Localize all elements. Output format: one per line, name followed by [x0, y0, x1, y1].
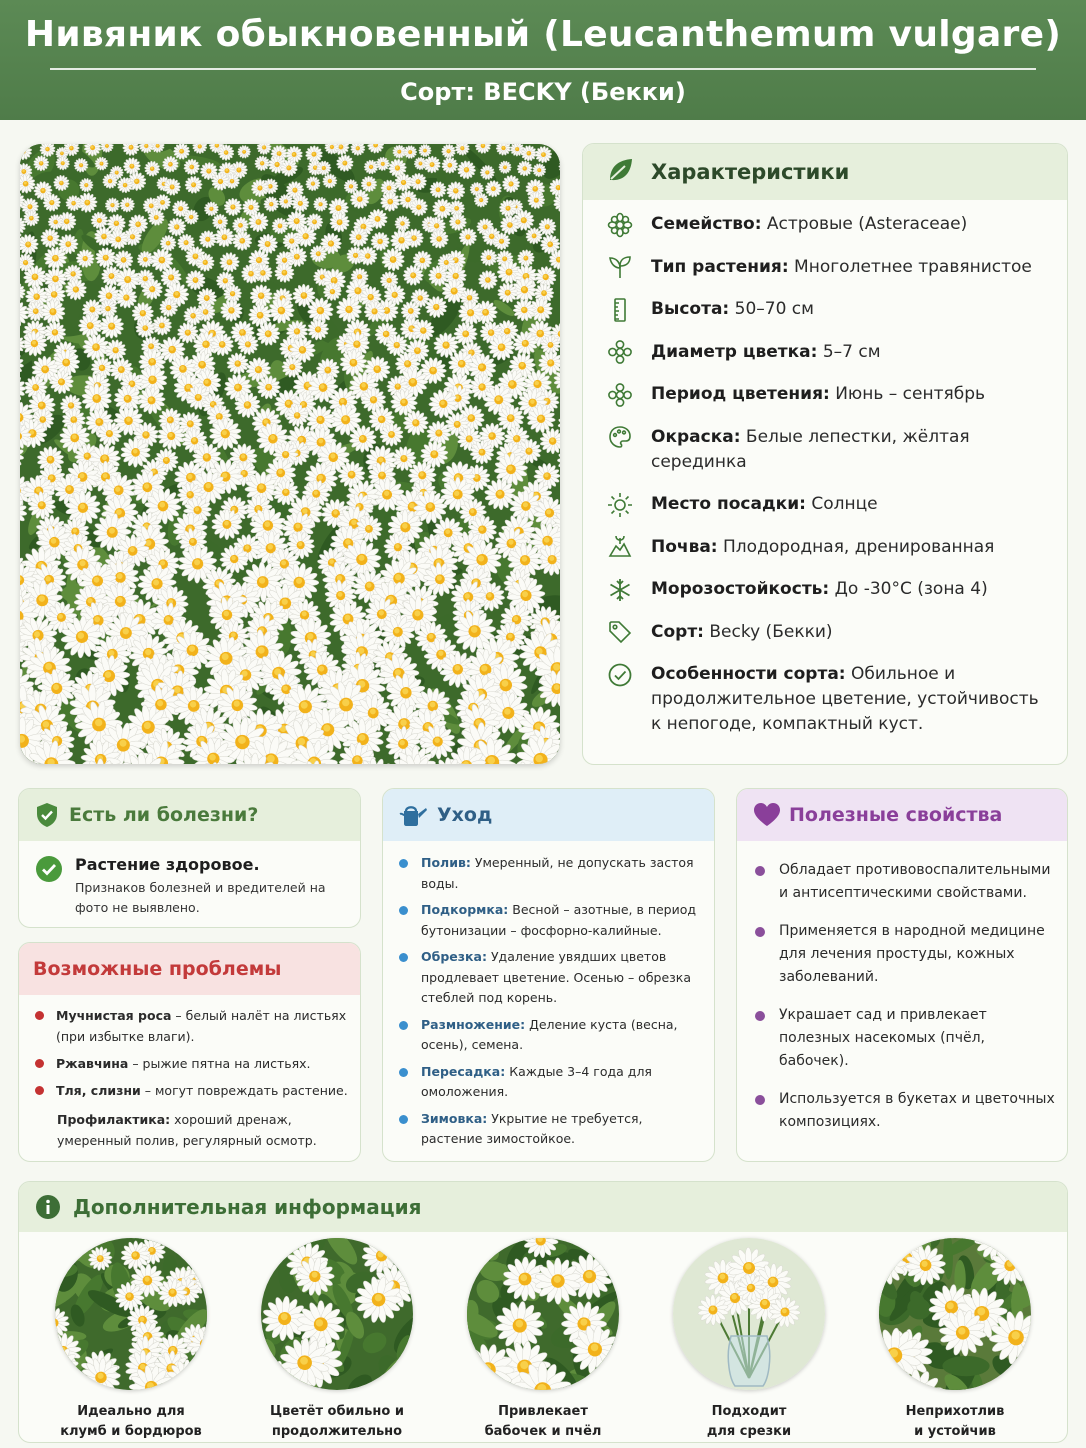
benefits-header: [737, 789, 1067, 841]
benefits-card: [736, 788, 1068, 1162]
problems-list: [19, 995, 360, 1101]
hardy-plant-photo: [879, 1238, 1031, 1390]
list-item: Пересадка: Каждые 3–4 года для омоложения.: [399, 1062, 702, 1103]
page-subtitle: Сорт: BECKY (Бекки): [400, 78, 686, 106]
flower-icon: [605, 212, 635, 237]
char-item-variety: Сорт: Becky (Бекки): [605, 620, 1049, 645]
char-item-features: Особенности сорта: Обильное и продолжительное цветение, устойчивость к непогоде, компактный куст.: [605, 662, 1049, 737]
list-item: Тля, слизни – могут повреждать растение.: [35, 1080, 348, 1101]
sprout-icon: [605, 255, 635, 280]
disease-status: Растение здоровое.: [75, 855, 260, 874]
list-item: Используется в букетах и цветочных композициях.: [755, 1088, 1055, 1134]
problems-card: [18, 942, 361, 1162]
disease-header: [19, 789, 360, 841]
extra-item-blooming: Цветёт обильно и продолжительно: [247, 1238, 427, 1442]
page-title: Нивяник обыкновенный (Leucanthemum vulgare): [24, 14, 1062, 55]
prevention-text: Профилактика: хороший дренаж, умеренный полив, регулярный осмотр.: [57, 1112, 317, 1148]
disease-title: Есть ли болезни?: [69, 804, 259, 826]
disease-note: Признаков болезней и вредителей на фото не выявлено.: [75, 880, 326, 915]
care-title: Уход: [437, 804, 493, 826]
flowerbed-photo: [55, 1238, 207, 1390]
extra-item-cutting: Подходит для срезки: [659, 1238, 839, 1442]
extra-info-title: Дополнительная информация: [73, 1195, 422, 1219]
flower-period-icon: [605, 382, 635, 407]
characteristics-list: [583, 200, 1067, 737]
disease-body: [19, 841, 360, 918]
list-item: Размножение: Деление куста (весна, осень), семена.: [399, 1015, 702, 1056]
blooming-photo: [261, 1238, 413, 1390]
disease-card: [18, 788, 361, 928]
flower-diameter-icon: [605, 340, 635, 365]
list-item: Применяется в народной медицине для лечения простуды, кожных заболеваний.: [755, 920, 1055, 989]
list-item: Украшает сад и привлекает полезных насекомых (пчёл, бабочек).: [755, 1004, 1055, 1073]
extra-item-hardy: Неприхотлив и устойчив: [865, 1238, 1045, 1442]
snowflake-icon: [605, 577, 635, 602]
problems-title: Возможные проблемы: [33, 958, 282, 980]
daisy-field-image: [20, 144, 560, 764]
char-item-height: Высота: 50–70 см: [605, 297, 1049, 322]
characteristics-title: Характеристики: [651, 160, 850, 184]
char-item-type: Тип растения: Многолетнее травянистое: [605, 255, 1049, 280]
main-photo: [20, 144, 560, 764]
characteristics-header: [583, 144, 1067, 200]
extra-info-card: [18, 1181, 1068, 1443]
list-item: Полив: Умеренный, не допускать застоя воды.: [399, 853, 702, 894]
butterfly-photo: [467, 1238, 619, 1390]
page-header: [0, 0, 1086, 120]
list-item: Мучнистая роса – белый налёт на листьях (при избытке влаги).: [35, 1005, 348, 1047]
char-item-period: Период цветения: Июнь – сентябрь: [605, 382, 1049, 407]
tag-icon: [605, 620, 635, 645]
char-item-family: Семейство: Астровые (Asteraceae): [605, 212, 1049, 237]
problems-header: [19, 943, 360, 995]
char-item-color: Окраска: Белые лепестки, жёлтая серединка: [605, 425, 1049, 475]
benefits-list: [737, 841, 1067, 1134]
char-item-frost: Морозостойкость: До -30°C (зона 4): [605, 577, 1049, 602]
char-item-diameter: Диаметр цветка: 5–7 см: [605, 340, 1049, 365]
title-divider: [50, 68, 1036, 70]
list-item: Ржавчина – рыжие пятна на листьях.: [35, 1053, 348, 1074]
info-icon: [35, 1194, 61, 1220]
extra-item-borders: Идеально для клумб и бордюров: [41, 1238, 221, 1442]
vase-photo: [673, 1238, 825, 1390]
list-item: Подкормка: Весной – азотные, в период бутонизации – фосфорно-калийные.: [399, 900, 702, 941]
char-item-location: Место посадки: Солнце: [605, 492, 1049, 517]
extra-info-header: [19, 1182, 1067, 1232]
list-item: Зимовка: Укрытие не требуется, растение зимостойкое.: [399, 1109, 702, 1150]
healthy-check-icon: [35, 855, 63, 918]
list-item: Обрезка: Удаление увядших цветов продлевает цветение. Осенью – обрезка стеблей под корень.: [399, 947, 702, 1009]
care-card: [382, 788, 715, 1162]
extra-info-items: [19, 1232, 1067, 1442]
characteristics-card: [582, 143, 1068, 765]
shield-check-icon: [35, 802, 59, 828]
extra-item-pollinators: Привлекает бабочек и пчёл: [453, 1238, 633, 1442]
char-item-soil: Почва: Плодородная, дренированная: [605, 535, 1049, 560]
sun-icon: [605, 492, 635, 517]
watering-can-icon: [399, 802, 429, 828]
soil-icon: [605, 535, 635, 560]
ruler-icon: [605, 297, 635, 322]
palette-icon: [605, 425, 635, 450]
check-circle-icon: [605, 662, 635, 687]
leaf-icon: [605, 155, 635, 190]
care-list: [383, 841, 714, 1150]
care-header: [383, 789, 714, 841]
heart-icon: [753, 802, 781, 828]
benefits-title: Полезные свойства: [789, 804, 1003, 826]
list-item: Обладает противовоспалительными и антисептическими свойствами.: [755, 859, 1055, 905]
